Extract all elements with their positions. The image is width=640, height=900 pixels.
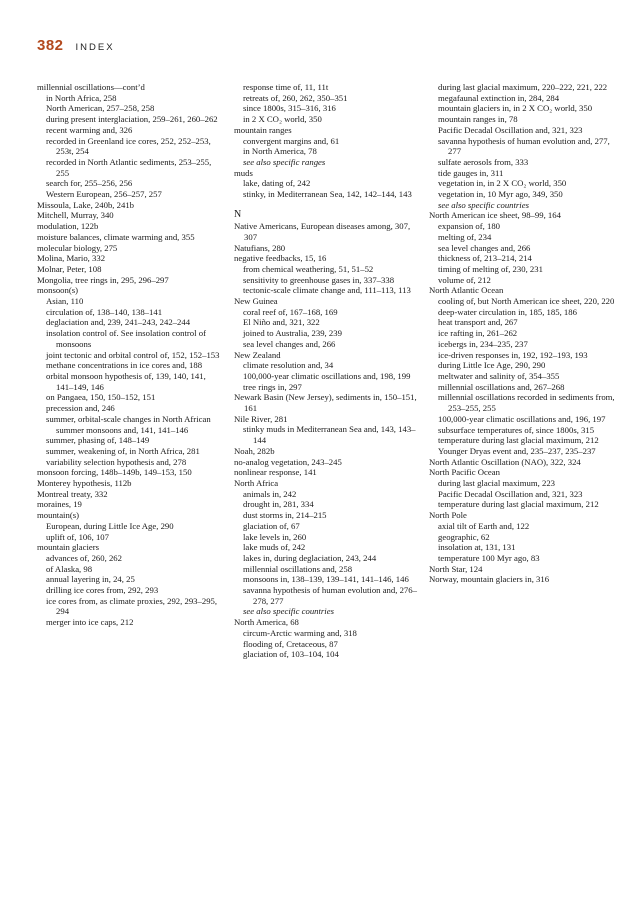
index-entry: North America, 68 bbox=[234, 617, 299, 628]
index-subentry: stinky muds in Mediterranean Sea and, 143, 143–144 bbox=[243, 424, 416, 446]
index-entry: Molnar, Peter, 108 bbox=[37, 263, 102, 274]
index-entry: North Pole bbox=[429, 510, 467, 521]
index-subentry: melting of, 234 bbox=[438, 231, 492, 242]
index-entry: North Atlantic Ocean bbox=[429, 285, 504, 296]
index-entry: Mitchell, Murray, 340 bbox=[37, 210, 114, 221]
index-subentry: cooling of, but North American ice sheet, 220, 220 bbox=[438, 296, 615, 307]
index-entry: monsoon forcing, 148b–149b, 149–153, 150 bbox=[37, 467, 192, 478]
index-subentry: of Alaska, 98 bbox=[46, 563, 93, 574]
index-subentry: circulation of, 138–140, 138–141 bbox=[46, 306, 163, 317]
index-entry: mountain(s) bbox=[37, 510, 79, 521]
index-entry: Montreal treaty, 332 bbox=[37, 488, 108, 499]
index-subentry: annual layering in, 24, 25 bbox=[46, 574, 135, 585]
index-subentry: in 2 X CO₂ world, 350 bbox=[243, 114, 322, 125]
index-subentry: during last glacial maximum, 223 bbox=[438, 478, 556, 489]
index-subentry: uplift of, 106, 107 bbox=[46, 531, 109, 542]
index-subentry: during Little Ice Age, 290, 290 bbox=[438, 360, 546, 371]
index-entry: monsoon(s) bbox=[37, 285, 79, 296]
index-entry: modulation, 122b bbox=[37, 221, 99, 232]
index-entry: molecular biology, 275 bbox=[37, 242, 118, 253]
index-subentry: 100,000-year climatic oscillations and, 196, 197 bbox=[438, 413, 606, 424]
index-subentry: sea level changes and, 266 bbox=[243, 338, 336, 349]
index-subentry: ice rafting in, 261–262 bbox=[438, 328, 518, 339]
index-subentry: glaciation of, 67 bbox=[243, 520, 300, 531]
index-subentry: convergent margins and, 61 bbox=[243, 135, 340, 146]
index-subentry: thickness of, 213–214, 214 bbox=[438, 253, 532, 264]
index-subentry: sulfate aerosols from, 333 bbox=[438, 156, 529, 167]
index-subentry: climate resolution and, 34 bbox=[243, 360, 334, 371]
index-subentry: insolation at, 131, 131 bbox=[438, 542, 516, 553]
index-subentry: variability selection hypothesis and, 278 bbox=[46, 456, 187, 467]
index-subentry: temperature during last glacial maximum, 212 bbox=[438, 499, 599, 510]
index-subentry: sensitivity to greenhouse gases in, 337–338 bbox=[243, 274, 395, 285]
index-subentry: tectonic-scale climate change and, 111–113, 113 bbox=[243, 285, 411, 296]
index-entry: moraines, 19 bbox=[37, 499, 82, 510]
index-subentry: vegetation in, 10 Myr ago, 349, 350 bbox=[438, 189, 563, 200]
index-entry: New Guinea bbox=[234, 296, 278, 307]
index-subentry: insolation control of. See insolation control of monsoons bbox=[46, 328, 206, 349]
index-subentry: see also specific ranges bbox=[243, 156, 326, 167]
index-subentry: response time of, 11, 11t bbox=[243, 82, 329, 92]
index-entry: North American ice sheet, 98–99, 164 bbox=[429, 210, 561, 221]
index-subentry: circum-Arctic warming and, 318 bbox=[243, 627, 357, 638]
index-subentry: volume of, 212 bbox=[438, 274, 491, 285]
index-subentry: vegetation in, in 2 X CO₂ world, 350 bbox=[438, 178, 567, 189]
index-subentry: glaciation of, 103–104, 104 bbox=[243, 649, 339, 660]
index-subentry: millennial oscillations recorded in sediments from, 253–255, 255 bbox=[438, 392, 615, 414]
index-subentry: El Niño and, 321, 322 bbox=[243, 317, 320, 328]
index-subentry: retreats of, 260, 262, 350–351 bbox=[243, 92, 348, 103]
index-entry: North Africa bbox=[234, 478, 279, 488]
index-subentry: deep-water circulation in, 185, 185, 186 bbox=[438, 306, 577, 317]
index-entry: mountain glaciers bbox=[37, 542, 100, 553]
index-subentry: Western European, 256–257, 257 bbox=[46, 189, 162, 200]
index-entry: millennial oscillations—cont’d bbox=[37, 82, 145, 92]
index-subentry: from chemical weathering, 51, 51–52 bbox=[243, 263, 374, 274]
index-subentry: Asian, 110 bbox=[46, 296, 84, 307]
index-subentry: Younger Dryas event and, 235–237, 235–237 bbox=[438, 445, 596, 456]
index-subentry: lake, dating of, 242 bbox=[243, 178, 311, 189]
index-subentry: summer, phasing of, 148–149 bbox=[46, 435, 150, 446]
index-entry: Mongolia, tree rings in, 295, 296–297 bbox=[37, 274, 169, 285]
index-subentry: merger into ice caps, 212 bbox=[46, 617, 134, 628]
index-subentry: recorded in North Atlantic sediments, 253–255, 255 bbox=[46, 156, 212, 178]
index-subentry: geographic, 62 bbox=[438, 531, 490, 542]
index-subentry: see also specific countries bbox=[243, 606, 334, 617]
running-head: INDEX bbox=[75, 42, 115, 53]
index-subentry: advances of, 260, 262 bbox=[46, 552, 122, 563]
section-gap bbox=[234, 200, 420, 211]
index-subentry: precession and, 246 bbox=[46, 403, 115, 414]
index-subentry: recorded in Greenland ice cores, 252, 252–253, 253t, 254 bbox=[46, 135, 211, 157]
index-entry: Monterey hypothesis, 112b bbox=[37, 478, 132, 489]
index-subentry: sea level changes and, 266 bbox=[438, 242, 531, 253]
index-subentry: mountain ranges in, 78 bbox=[438, 114, 518, 125]
index-subentry: flooding of, Cretaceous, 87 bbox=[243, 638, 338, 649]
index-entry: Natufians, 280 bbox=[234, 242, 286, 253]
index-entry: Norway, mountain glaciers in, 316 bbox=[429, 574, 550, 585]
index-subentry: savanna hypothesis of human evolution and, 277, 277 bbox=[438, 135, 610, 157]
index-subentry: animals in, 242 bbox=[243, 488, 297, 499]
index-entry: Native Americans, European diseases among, 307, 307 bbox=[234, 221, 411, 242]
index-subentry: megafaunal extinction in, 284, 284 bbox=[438, 92, 560, 103]
index-subentry: lake levels in, 260 bbox=[243, 531, 307, 542]
index-entry: North Star, 124 bbox=[429, 563, 483, 574]
index-entry: Noah, 282b bbox=[234, 445, 275, 456]
index-subentry: on Pangaea, 150, 150–152, 151 bbox=[46, 392, 156, 403]
index-subentry: joint tectonic and orbital control of, 152, 152–153 bbox=[46, 349, 220, 360]
index-subentry: monsoons in, 138–139, 139–141, 141–146, 146 bbox=[243, 574, 409, 585]
index-entry: no-analog vegetation, 243–245 bbox=[234, 456, 342, 467]
index-entry: Molina, Mario, 332 bbox=[37, 253, 106, 264]
index-column-2 bbox=[234, 82, 420, 660]
index-subentry: lakes in, during deglaciation, 243, 244 bbox=[243, 552, 377, 563]
index-subentry: during present interglaciation, 259–261, 260–262 bbox=[46, 114, 218, 125]
index-entry: North Atlantic Oscillation (NAO), 322, 324 bbox=[429, 456, 581, 467]
index-subentry: Pacific Decadal Oscillation and, 321, 323 bbox=[438, 488, 583, 499]
index-subentry: since 1800s, 315–316, 316 bbox=[243, 103, 336, 114]
index-subentry: tree rings in, 297 bbox=[243, 381, 302, 392]
index-entry: Missoula, Lake, 240b, 241b bbox=[37, 199, 135, 210]
index-subentry: North American, 257–258, 258 bbox=[46, 103, 155, 114]
index-subentry: drilling ice cores from, 292, 293 bbox=[46, 585, 159, 596]
index-entry: nonlinear response, 141 bbox=[234, 467, 317, 478]
index-subentry: axial tilt of Earth and, 122 bbox=[438, 520, 530, 531]
index-entry: Nile River, 281 bbox=[234, 413, 288, 424]
index-subentry: meltwater and salinity of, 354–355 bbox=[438, 370, 560, 381]
index-entry: mountain ranges bbox=[234, 124, 292, 135]
index-subentry: subsurface temperatures of, since 1800s, 315 bbox=[438, 424, 595, 435]
index-subentry: drought in, 281, 334 bbox=[243, 499, 314, 510]
index-subentry: summer, orbital-scale changes in North African summer monsoons and, 141, 141–146 bbox=[46, 413, 211, 435]
index-subentry: mountain glaciers in, in 2 X CO₂ world, 350 bbox=[438, 103, 593, 114]
index-subentry: coral reef of, 167–168, 169 bbox=[243, 306, 338, 317]
index-subentry: orbital monsoon hypothesis of, 139, 140, 141, 141–149, 146 bbox=[46, 370, 206, 392]
index-section-letter: N bbox=[234, 209, 242, 221]
index-subentry: savanna hypothesis of human evolution and, 276–278, 277 bbox=[243, 585, 417, 606]
index-subentry: in North America, 78 bbox=[243, 146, 317, 157]
index-entry: North Pacific Ocean bbox=[429, 467, 500, 478]
index-subentry: in North Africa, 258 bbox=[46, 92, 117, 103]
index-subentry: tide gauges in, 311 bbox=[438, 167, 504, 178]
index-column-1 bbox=[37, 82, 223, 628]
index-subentry: heat transport and, 267 bbox=[438, 317, 518, 328]
index-subentry: temperature 100 Myr ago, 83 bbox=[438, 552, 540, 563]
index-subentry: millennial oscillations and, 258 bbox=[243, 563, 353, 574]
index-subentry: temperature during last glacial maximum, 212 bbox=[438, 435, 599, 446]
index-subentry: timing of melting of, 230, 231 bbox=[438, 263, 543, 274]
index-subentry: methane concentrations in ice cores and, 188 bbox=[46, 360, 203, 371]
index-subentry: millennial oscillations and, 267–268 bbox=[438, 381, 565, 392]
index-entry: moisture balances, climate warming and, 355 bbox=[37, 231, 195, 242]
index-subentry: dust storms in, 214–215 bbox=[243, 510, 327, 521]
index-subentry: deglaciation and, 239, 241–243, 242–244 bbox=[46, 317, 191, 328]
index-subentry: summer, weakening of, in North Africa, 281 bbox=[46, 445, 200, 456]
index-subentry: ice cores from, as climate proxies, 292, 293–295, 294 bbox=[46, 595, 218, 617]
index-subentry: during last glacial maximum, 220–222, 221, 222 bbox=[438, 82, 608, 92]
index-subentry: icebergs in, 234–235, 237 bbox=[438, 338, 528, 349]
index-subentry: ice-driven responses in, 192, 192–193, 193 bbox=[438, 349, 588, 360]
index-subentry: 100,000-year climatic oscillations and, 198, 199 bbox=[243, 370, 411, 381]
index-subentry: lake muds of, 242 bbox=[243, 542, 306, 553]
index-subentry: stinky, in Mediterranean Sea, 142, 142–144, 143 bbox=[243, 189, 412, 200]
index-column-3 bbox=[429, 82, 615, 585]
index-entry: muds bbox=[234, 167, 253, 178]
index-subentry: Pacific Decadal Oscillation and, 321, 323 bbox=[438, 124, 583, 135]
page-header bbox=[37, 37, 115, 57]
index-entry: New Zealand bbox=[234, 349, 281, 360]
index-subentry: recent warming and, 326 bbox=[46, 124, 133, 135]
index-subentry: expansion of, 180 bbox=[438, 221, 501, 232]
index-subentry: see also specific countries bbox=[438, 199, 529, 210]
index-subentry: European, during Little Ice Age, 290 bbox=[46, 520, 174, 531]
index-entry: negative feedbacks, 15, 16 bbox=[234, 253, 327, 264]
index-entry: Newark Basin (New Jersey), sediments in, 150–151, 161 bbox=[234, 392, 417, 414]
index-subentry: search for, 255–256, 256 bbox=[46, 178, 133, 189]
index-subentry: joined to Australia, 239, 239 bbox=[243, 328, 342, 339]
page-number: 382 bbox=[37, 37, 64, 54]
